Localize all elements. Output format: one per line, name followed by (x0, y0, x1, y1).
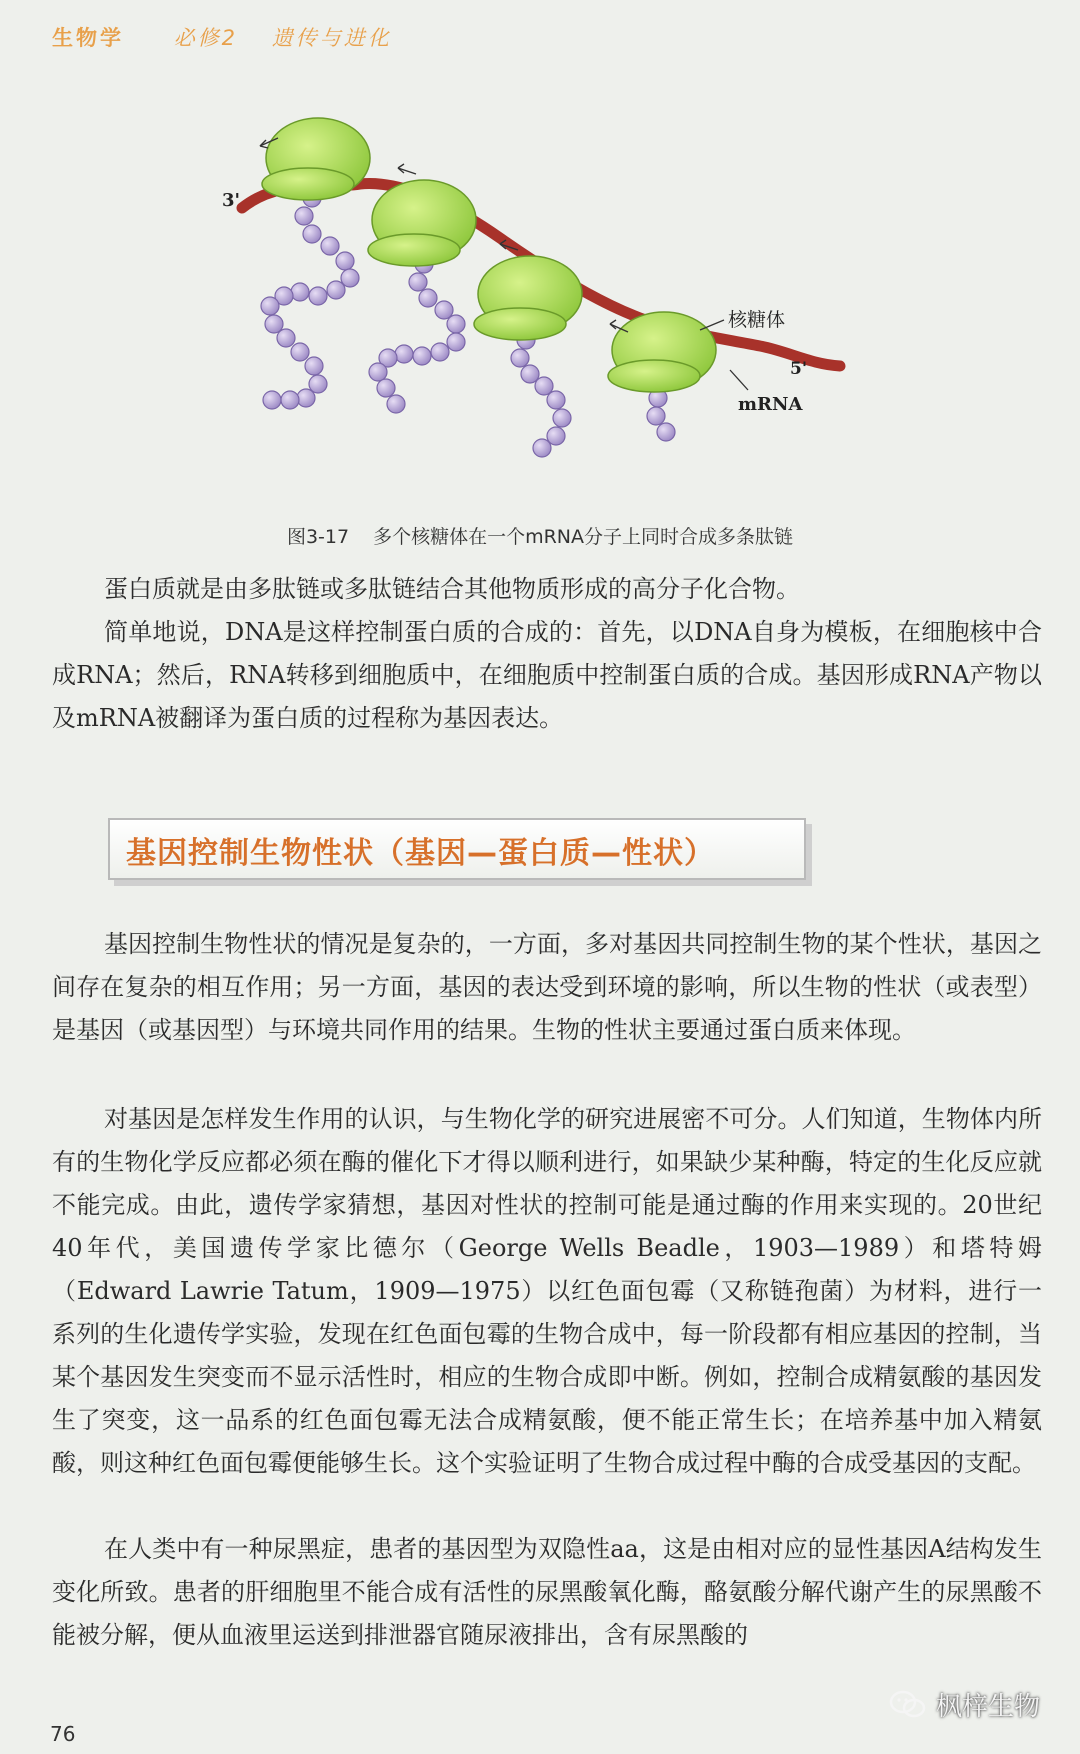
page-number: 76 (50, 1722, 76, 1746)
header-module: 必修2 (173, 26, 239, 50)
paragraph-alkaptonuria: 在人类中有一种尿黑症，患者的基因型为双隐性aa，这是由相对应的显性基因A结构发生变化所致。患者的肝细胞里不能合成有活性的尿黑酸氧化酶，酪氨酸分解代谢产生的尿黑酸不能被分解，便从血液里运送到排泄器官随尿液排出，含有尿黑酸的 (52, 1535, 1042, 1649)
header-chapter: 遗传与进化 (271, 26, 392, 50)
polypeptide-chain-1 (261, 171, 359, 409)
ribosome-3 (474, 256, 582, 340)
label-ribosome: 核糖体 (728, 309, 786, 331)
label-five-prime: 5' (790, 359, 808, 379)
page-header (52, 22, 392, 52)
caption-text: 多个核糖体在一个mRNA分子上同时合成多条肽链 (373, 526, 794, 548)
label-three-prime: 3' (222, 190, 241, 211)
section-title: 基因控制生物性状（基因—蛋白质—性状） (126, 836, 715, 871)
polyribosome-figure (200, 108, 920, 508)
header-subject: 生物学 (52, 26, 124, 50)
paragraph-enzyme-history: 对基因是怎样发生作用的认识，与生物化学的研究进展密不可分。人们知道，生物体内所有的生物化学反应都必须在酶的催化下才得以顺利进行，如果缺少某种酶，特定的生化反应就不能完成。由此，遗传学家猜想，基因对性状的控制可能是通过酶的作用来实现的。20世纪40年代，美国遗传学家比德尔（George Wells Beadle，1903—1989）和塔特姆（Edward Lawrie Tatum，1909—1975）以红色面包霉（又称链孢菌）为材料，进行一系列的生化遗传学实验，发现在红色面包霉的生物合成中，每一阶段都有相应基因的控制，当某个基因发生突变而不显示活性时，相应的生物合成即中断。例如，控制合成精氨酸的基因发生了突变，这一品系的红色面包霉无法合成精氨酸，便不能正常生长；在培养基中加入精氨酸，则这种红色面包霉便能够生长。这个实验证明了生物合成过程中酶的合成受基因的支配。 (52, 1105, 1042, 1477)
ribosome-2 (368, 180, 476, 266)
paragraph-protein: 蛋白质就是由多肽链或多肽链结合其他物质形成的高分子化合物。 (104, 575, 800, 603)
wechat-icon (888, 1689, 928, 1721)
ribosome-1 (262, 118, 370, 200)
paragraph-trait-complexity: 基因控制生物性状的情况是复杂的，一方面，多对基因共同控制生物的某个性状，基因之间存在复杂的相互作用；另一方面，基因的表达受到环境的影响，所以生物的性状（或表型）是基因（或基因型）与环境共同作用的结果。生物的性状主要通过蛋白质来体现。 (52, 930, 1042, 1044)
figure-caption (0, 522, 1080, 549)
watermark (888, 1686, 1040, 1723)
label-mrna: mRNA (738, 394, 803, 415)
paragraph-gene-expression: 简单地说，DNA是这样控制蛋白质的合成的：首先，以DNA自身为模板，在细胞核中合成RNA；然后，RNA转移到细胞质中，在细胞质中控制蛋白质的合成。基因形成RNA产物以及mRNA被翻译为蛋白质的过程称为基因表达。 (52, 618, 1042, 732)
ribosome-4 (608, 312, 716, 392)
caption-number: 图3-17 (286, 526, 350, 548)
watermark-text: 枫梓生物 (936, 1692, 1041, 1722)
